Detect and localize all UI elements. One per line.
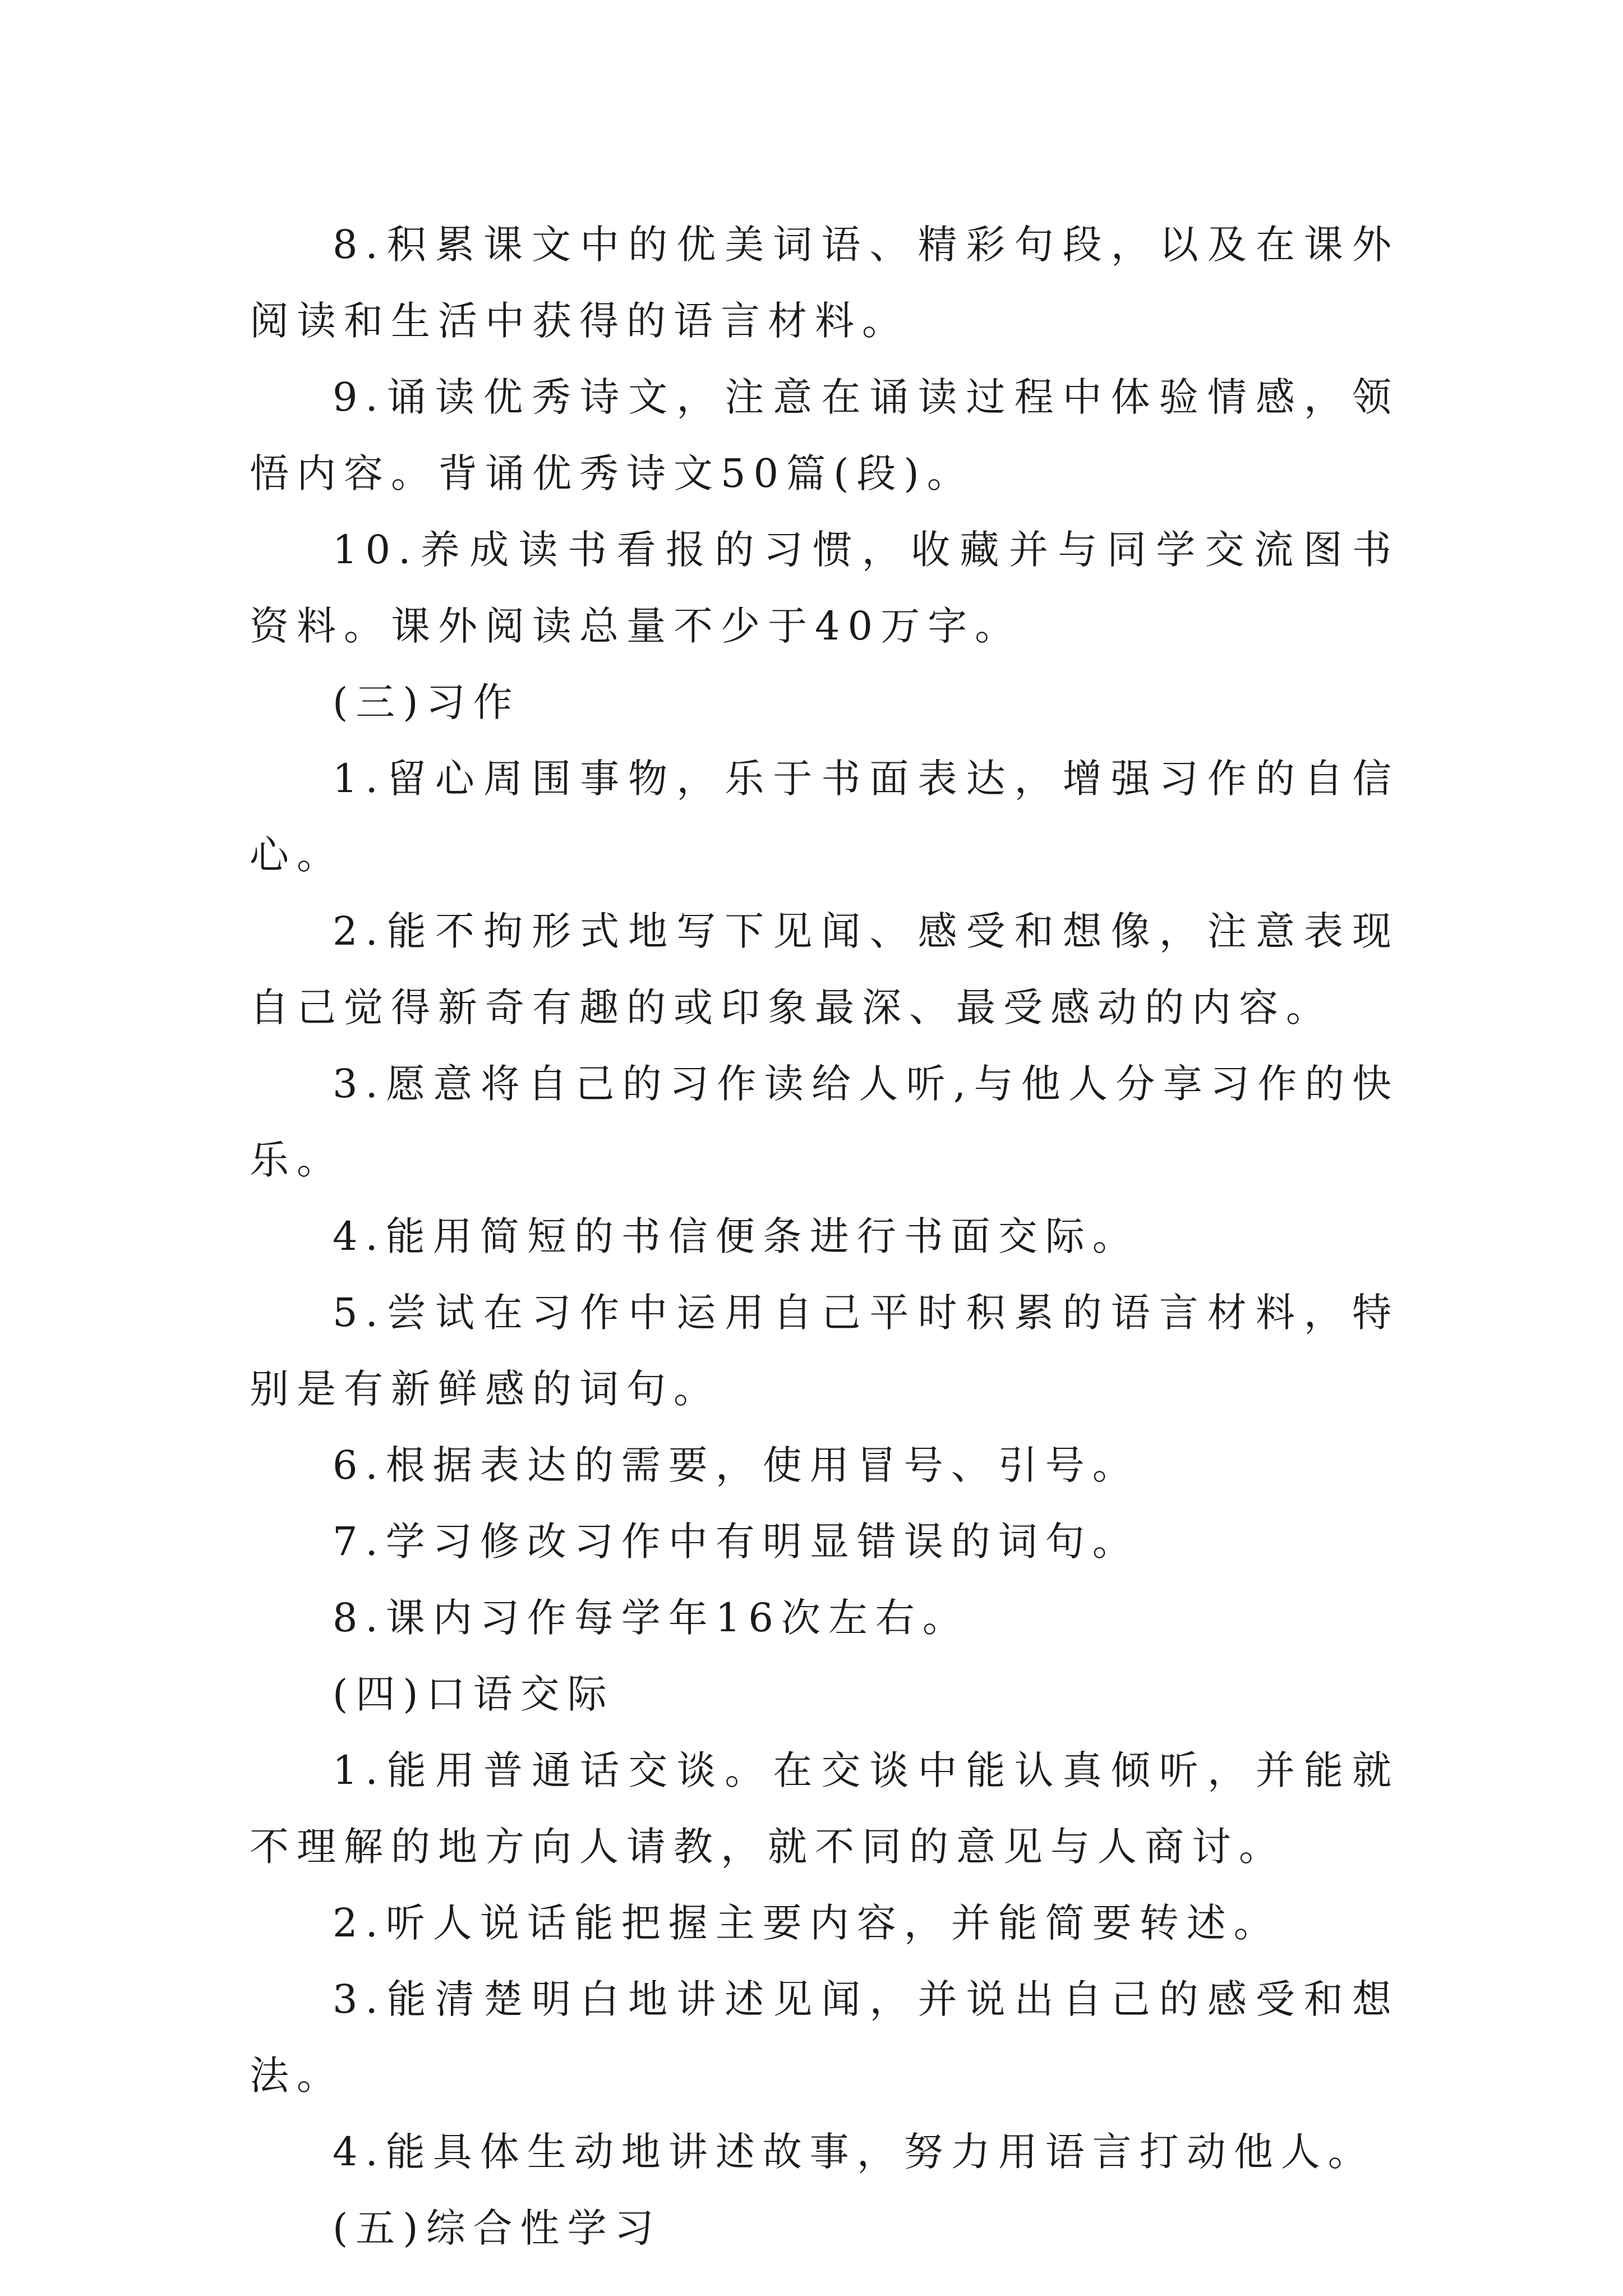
paragraph-writing-7: 7.学习修改习作中有明显错误的词句。	[333, 1519, 1140, 1565]
section-heading-oral-communication: (四)口语交际	[333, 1671, 615, 1717]
paragraph-reading-habit: 10.养成读书看报的习惯，收藏并与同学交流图书资料。课外阅读总量不少于40万字。	[250, 527, 1399, 649]
paragraph-oral-1: 1.能用普通话交谈。在交谈中能认真倾听，并能就不理解的地方向人请教，就不同的意见与人商讨。	[250, 1747, 1399, 1870]
section-heading-writing: (三)习作	[333, 679, 520, 725]
paragraph-writing-6: 6.根据表达的需要，使用冒号、引号。	[333, 1442, 1140, 1488]
paragraph-writing-5: 5.尝试在习作中运用自己平时积累的语言材料，特别是有新鲜感的词句。	[250, 1290, 1399, 1412]
paragraph-oral-4: 4.能具体生动地讲述故事，努力用语言打动他人。	[333, 2129, 1375, 2175]
paragraph-accumulate-language: 8.积累课文中的优美词语、精彩句段，以及在课外阅读和生活中获得的语言材料。	[250, 222, 1399, 344]
paragraph-writing-2: 2.能不拘形式地写下见闻、感受和想像，注意表现自己觉得新奇有趣的或印象最深、最受感动的内容。	[250, 908, 1399, 1030]
paragraph-oral-3: 3.能清楚明白地讲述见闻，并说出自己的感受和想法。	[250, 1976, 1399, 2099]
paragraph-writing-1: 1.留心周围事物，乐于书面表达，增强习作的自信心。	[250, 756, 1399, 878]
paragraph-writing-3: 3.愿意将自己的习作读给人听,与他人分享习作的快乐。	[250, 1061, 1399, 1183]
paragraph-writing-8: 8.课内习作每学年16次左右。	[333, 1595, 970, 1641]
paragraph-oral-2: 2.听人说话能把握主要内容，并能简要转述。	[333, 1900, 1281, 1946]
document-body	[250, 206, 1399, 2266]
paragraph-recite-poems: 9.诵读优秀诗文，注意在诵读过程中体验情感，领悟内容。背诵优秀诗文50篇(段)。	[250, 374, 1399, 496]
paragraph-writing-4: 4.能用简短的书信便条进行书面交际。	[333, 1213, 1140, 1259]
section-heading-comprehensive-learning: (五)综合性学习	[333, 2205, 662, 2251]
